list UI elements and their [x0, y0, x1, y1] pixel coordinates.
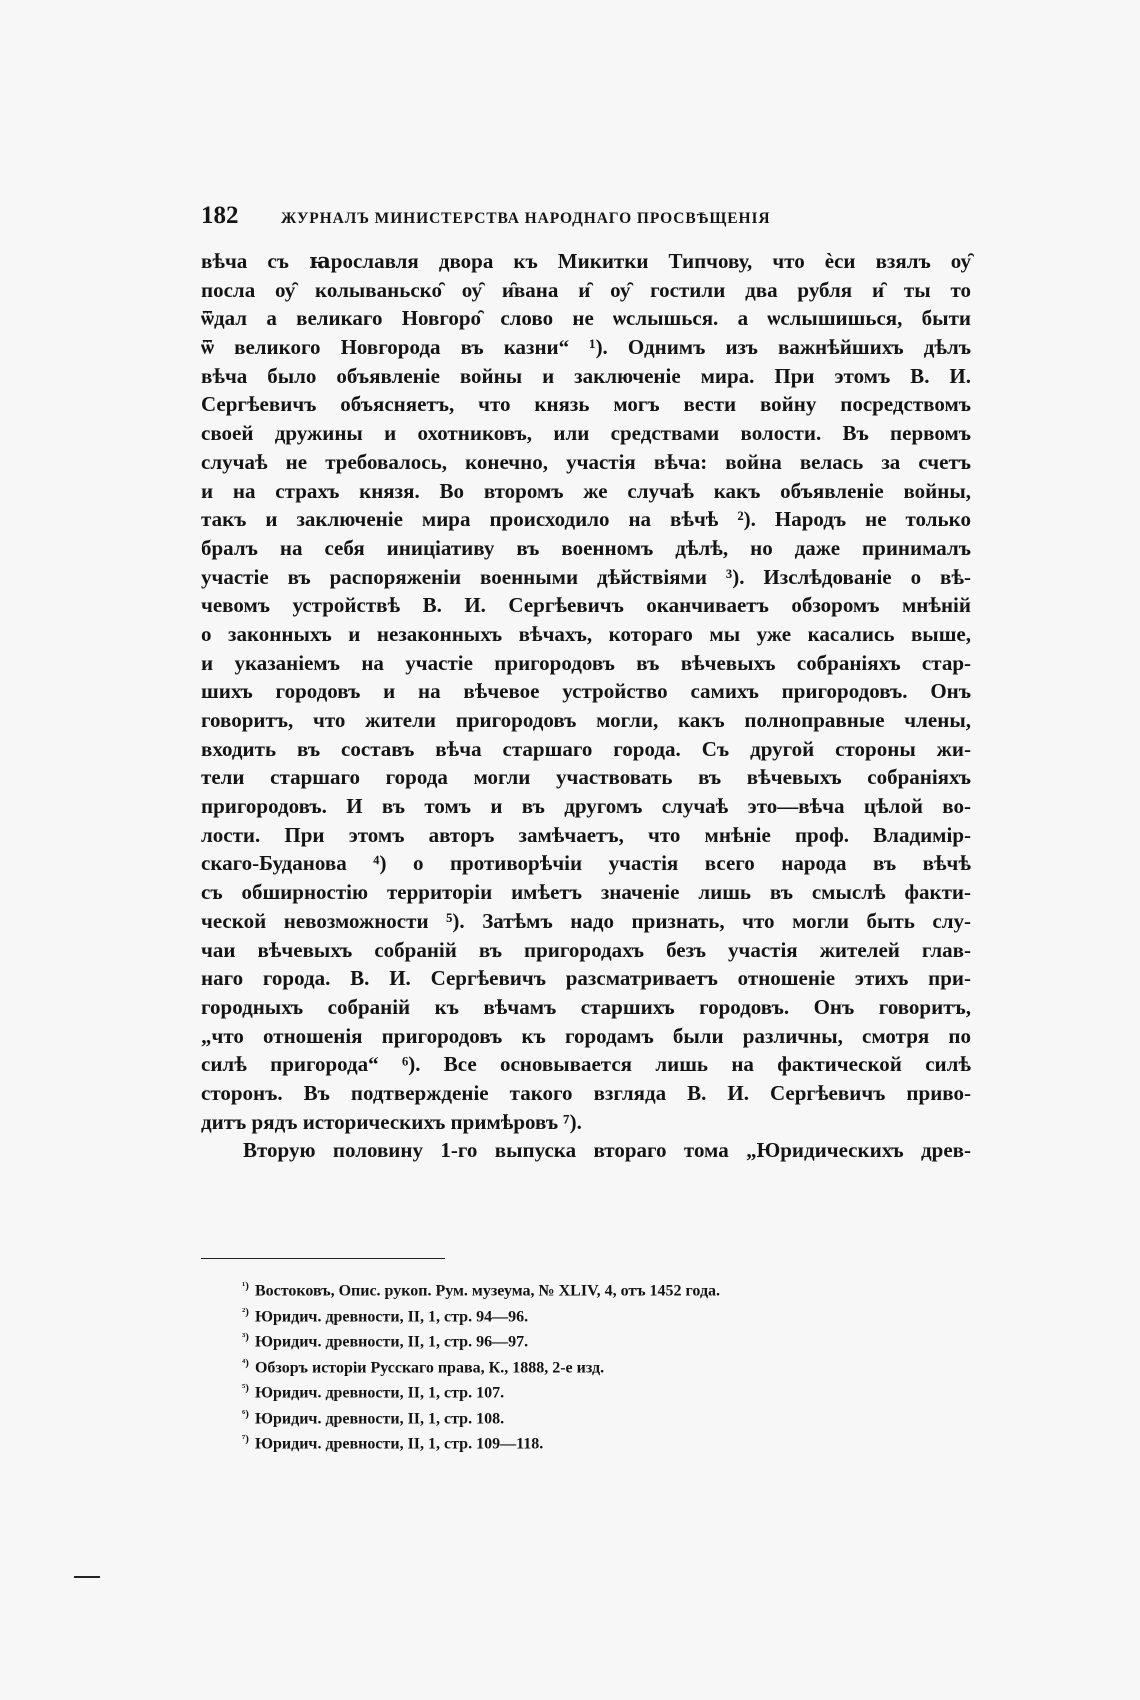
footnote — [242, 1300, 942, 1326]
text-line: и на страхъ князя. Во второмъ же случаѣ какъ объявленіе войны, — [201, 478, 971, 503]
text-line: посла оу̑ колываньско̑ оу̑ и̑вана и̑ оу̑ гостили два рубля и̑ ты то — [201, 277, 971, 302]
page-number: 182 — [201, 202, 239, 229]
footnote-text: Юридич. древности, II, 1, стр. 109—118. — [254, 1435, 544, 1453]
running-title: ЖУРНАЛЪ МИНИСТЕРСТВА НАРОДНАГО ПРОСВѢЩЕНІЯ — [281, 210, 771, 227]
body-text — [201, 247, 971, 1165]
text-line: ѿдал а великаго Новгоро̑ слово не ѡслышься. а ѡслышишься, быти — [201, 306, 971, 331]
text-line: наго города. В. И. Сергѣевичъ разсматриваетъ отношеніе этихъ при- — [201, 966, 971, 991]
footnote — [242, 1402, 942, 1428]
text-line: шихъ городовъ и на вѣчевое устройство самихъ пригородовъ. Онъ — [201, 679, 971, 704]
text-line: „что отношенія пригородовъ къ городамъ были различны, смотря по — [201, 1023, 971, 1048]
text-line: участіе въ распоряженіи военными дѣйствіями ³). Изслѣдованіе о вѣ- — [201, 564, 971, 589]
footnote-marker: ³) — [242, 1331, 249, 1343]
footnote-text: Юридич. древности, II, 1, стр. 96—97. — [254, 1333, 529, 1351]
footnote-marker: ⁴) — [242, 1356, 249, 1369]
text-line: городныхъ собраній къ вѣчамъ старшихъ городовъ. Онъ говоритъ, — [201, 994, 971, 1019]
footnote — [242, 1274, 942, 1300]
text-line: Вторую половину 1-го выпуска втораго тома „Юридическихъ древ- — [243, 1138, 971, 1163]
footnote-marker: ¹) — [242, 1280, 249, 1292]
text-line: такъ и заключеніе мира происходило на вѣчѣ ²). Народъ не только — [201, 507, 971, 532]
text-line: чаи вѣчевыхъ собраній въ пригородахъ безъ участія жителей глав- — [201, 937, 971, 962]
text-line: бралъ на себя иниціативу въ военномъ дѣлѣ, но даже принималъ — [201, 535, 971, 560]
footnote-marker: ⁵) — [242, 1382, 249, 1394]
footnote-marker: ²) — [242, 1305, 249, 1318]
text-line: лости. При этомъ авторъ замѣчаетъ, что мнѣніе проф. Владимір- — [201, 822, 971, 847]
text-line: вѣча съ ꙗрославля двора къ Микитки Типчову, что ѐси взялъ оу̑ — [201, 249, 971, 273]
text-line: вѣча было объявленіе войны и заключеніе мира. При этомъ В. И. — [201, 363, 971, 388]
footnote-rule — [201, 1258, 445, 1259]
text-line: скаго-Буданова ⁴) о противорѣчіи участія всего народа въ вѣчѣ — [201, 851, 971, 876]
text-line: чевомъ устройствѣ В. И. Сергѣевичъ оканчиваетъ обзоромъ мнѣній — [201, 593, 971, 618]
footnote-text: Обзоръ исторіи Русскаго права, К., 1888, 2-е изд. — [254, 1358, 605, 1376]
footnote — [242, 1325, 942, 1351]
text-line: сторонъ. Въ подтвержденіе такого взгляда В. И. Сергѣевичъ приво- — [201, 1080, 971, 1105]
footnotes — [242, 1274, 942, 1453]
footnote-text: Востоковъ, Опис. рукоп. Рум. музеума, № XLIV, 4, отъ 1452 года. — [254, 1282, 721, 1300]
footnote-text: Юридич. древности, II, 1, стр. 107. — [254, 1384, 505, 1402]
footnote — [242, 1351, 942, 1377]
text-line: случаѣ не требовалось, конечно, участія вѣча: война велась за счетъ — [201, 449, 971, 474]
text-line: входить въ составъ вѣча старшаго города. Съ другой стороны жи- — [201, 736, 971, 761]
footnote-marker: ⁷) — [242, 1433, 249, 1445]
text-line: и указаніемъ на участіе пригородовъ въ вѣчевыхъ собраніяхъ стар- — [201, 650, 971, 675]
text-line: своей дружины и охотниковъ, или средствами волости. Въ первомъ — [201, 421, 971, 446]
text-line: тели старшаго города могли участвовать въ вѣчевыхъ собраніяхъ — [201, 765, 971, 790]
text-line: о законныхъ и незаконныхъ вѣчахъ, котораго мы уже касались выше, — [201, 621, 971, 646]
text-line: пригородовъ. И въ томъ и въ другомъ случаѣ это—вѣча цѣлой во- — [201, 794, 971, 819]
text-line: ѿ великого Новгорода въ казни“ ¹). Однимъ изъ важнѣйшихъ дѣлъ — [201, 335, 971, 360]
footnote-text: Юридич. древности, II, 1, стр. 94—96. — [254, 1307, 529, 1325]
footnote-marker: ⁶) — [242, 1407, 249, 1420]
text-line: съ обширностію территоріи имѣетъ значеніе лишь въ смыслѣ факти- — [201, 880, 971, 905]
text-line: силѣ пригорода“ ⁶). Все основывается лишь на фактической силѣ — [201, 1052, 971, 1077]
footnote-text: Юридич. древности, II, 1, стр. 108. — [254, 1409, 505, 1427]
text-line: ческой невозможности ⁵). Затѣмъ надо признать, что могли быть слу- — [201, 908, 971, 933]
footnote — [242, 1376, 942, 1402]
page-header — [201, 202, 971, 232]
margin-mark — [74, 1576, 100, 1578]
text-line: Сергѣевичъ объясняетъ, что князь могъ вести войну посредствомъ — [201, 392, 971, 417]
text-line: дитъ рядъ историческихъ примѣровъ ⁷). — [201, 1109, 582, 1134]
text-line: говоритъ, что жители пригородовъ могли, какъ полноправные члены, — [201, 708, 971, 732]
footnote — [242, 1427, 942, 1453]
